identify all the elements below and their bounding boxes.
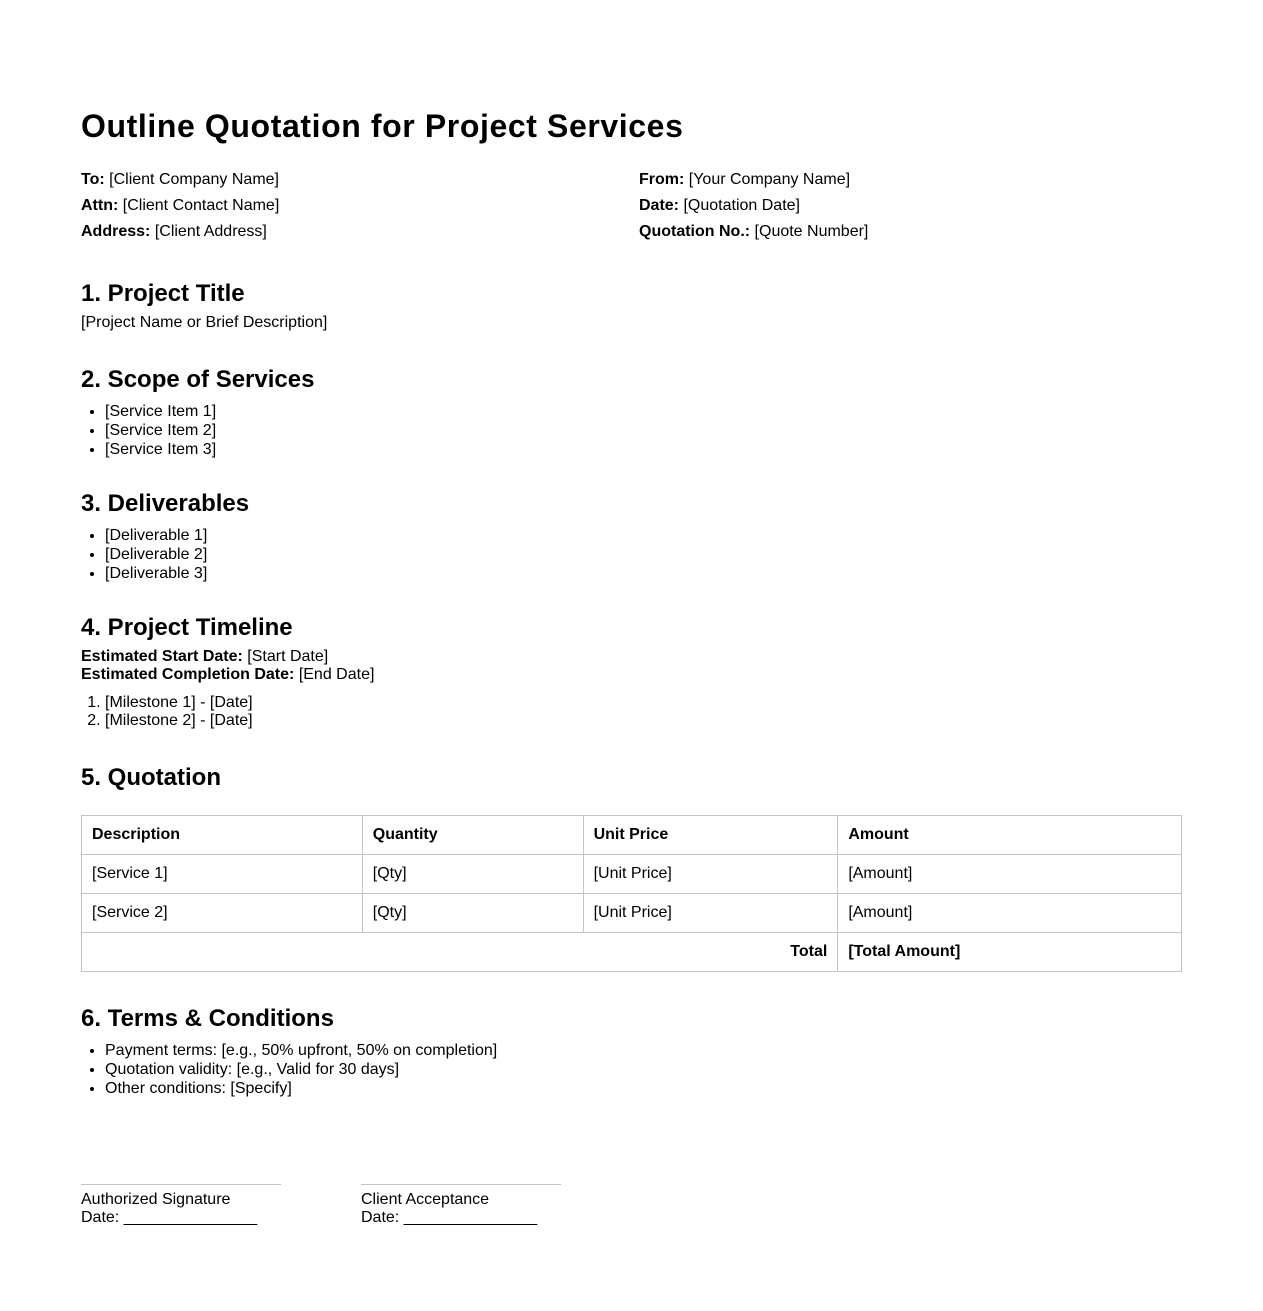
- from-row: [639, 167, 868, 193]
- list-item: • [Service Item 2]: [105, 421, 314, 440]
- section-heading: 3. Deliverables: [81, 490, 250, 517]
- signature-date: Date: _______________: [81, 1209, 258, 1226]
- client-acceptance-block: [361, 1184, 561, 1227]
- list-item: • Quotation validity: [e.g., Valid for 30 days]: [105, 1060, 497, 1079]
- completion-date-label: Estimated Completion Date:: [81, 666, 295, 683]
- cell-description: [Service 2]: [82, 894, 363, 933]
- list-item: • Payment terms: [e.g., 50% upfront, 50% on completion]: [105, 1041, 497, 1060]
- cell-quantity: [Qty]: [362, 855, 583, 894]
- column-header-description: Description: [82, 816, 363, 855]
- section-heading: 2. Scope of Services: [81, 366, 315, 393]
- signature-label: Client Acceptance: [361, 1191, 490, 1208]
- cell-quantity: [Qty]: [362, 894, 583, 933]
- date-label: Date:: [639, 197, 680, 214]
- cell-amount: [Amount]: [838, 894, 1182, 933]
- quotation-table: [81, 815, 1182, 972]
- sender-info: [639, 167, 868, 245]
- signature-label: Authorized Signature: [81, 1191, 231, 1208]
- quote-number-label: Quotation No.:: [639, 223, 751, 240]
- recipient-info: [81, 167, 279, 245]
- address-label: Address:: [81, 223, 151, 240]
- cell-unit-price: [Unit Price]: [583, 855, 838, 894]
- terms-list: [81, 1041, 497, 1098]
- to-value: [Client Company Name]: [109, 171, 279, 188]
- list-item: 2. [Milestone 2] - [Date]: [105, 712, 374, 730]
- start-date-line: [81, 648, 374, 666]
- list-item: • [Deliverable 3]: [105, 564, 249, 583]
- section-heading: 1. Project Title: [81, 280, 245, 307]
- section-quotation: [81, 763, 221, 793]
- list-item: • Other conditions: [Specify]: [105, 1079, 497, 1098]
- address-value: [Client Address]: [154, 223, 267, 240]
- column-header-amount: Amount: [838, 816, 1182, 855]
- quote-number-row: [639, 219, 868, 245]
- project-title-text: [Project Name or Brief Description]: [81, 314, 328, 331]
- start-date-value: [Start Date]: [247, 648, 329, 665]
- cell-description: [Service 1]: [82, 855, 363, 894]
- date-value: [Quotation Date]: [683, 197, 800, 214]
- section-heading: 5. Quotation: [81, 764, 221, 791]
- total-value: [Total Amount]: [838, 933, 1182, 972]
- list-item: • [Deliverable 2]: [105, 545, 249, 564]
- document-title: Outline Quotation for Project Services: [81, 108, 684, 144]
- to-label: To:: [81, 171, 105, 188]
- list-item: • [Service Item 3]: [105, 440, 314, 459]
- start-date-label: Estimated Start Date:: [81, 648, 243, 665]
- address-row: [81, 219, 279, 245]
- date-row: [639, 193, 868, 219]
- table-row: [82, 894, 1182, 933]
- section-heading: 4. Project Timeline: [81, 614, 293, 641]
- list-item: 1. [Milestone 1] - [Date]: [105, 694, 374, 712]
- total-label: Total: [82, 933, 838, 972]
- completion-date-value: [End Date]: [298, 666, 375, 683]
- to-row: [81, 167, 279, 193]
- deliverables-list: [81, 526, 249, 583]
- section-terms: [81, 1004, 497, 1098]
- completion-date-line: [81, 666, 374, 684]
- section-scope: [81, 365, 314, 459]
- scope-list: [81, 402, 314, 459]
- column-header-unit-price: Unit Price: [583, 816, 838, 855]
- list-item: • [Service Item 1]: [105, 402, 314, 421]
- attn-value: [Client Contact Name]: [122, 197, 280, 214]
- from-label: From:: [639, 171, 685, 188]
- list-item: • [Deliverable 1]: [105, 526, 249, 545]
- cell-amount: [Amount]: [838, 855, 1182, 894]
- table-row: [82, 855, 1182, 894]
- total-row: [82, 933, 1182, 972]
- section-heading: 6. Terms & Conditions: [81, 1005, 334, 1032]
- attn-row: [81, 193, 279, 219]
- section-deliverables: [81, 489, 249, 583]
- quote-number-value: [Quote Number]: [754, 223, 869, 240]
- table-header-row: [82, 816, 1182, 855]
- section-project-title: [81, 279, 327, 332]
- from-value: [Your Company Name]: [688, 171, 851, 188]
- attn-label: Attn:: [81, 197, 119, 214]
- section-timeline: [81, 613, 374, 730]
- column-header-quantity: Quantity: [362, 816, 583, 855]
- authorized-signature-block: [81, 1184, 281, 1227]
- milestones-list: [81, 694, 374, 730]
- signature-date: Date: _______________: [361, 1209, 538, 1226]
- cell-unit-price: [Unit Price]: [583, 894, 838, 933]
